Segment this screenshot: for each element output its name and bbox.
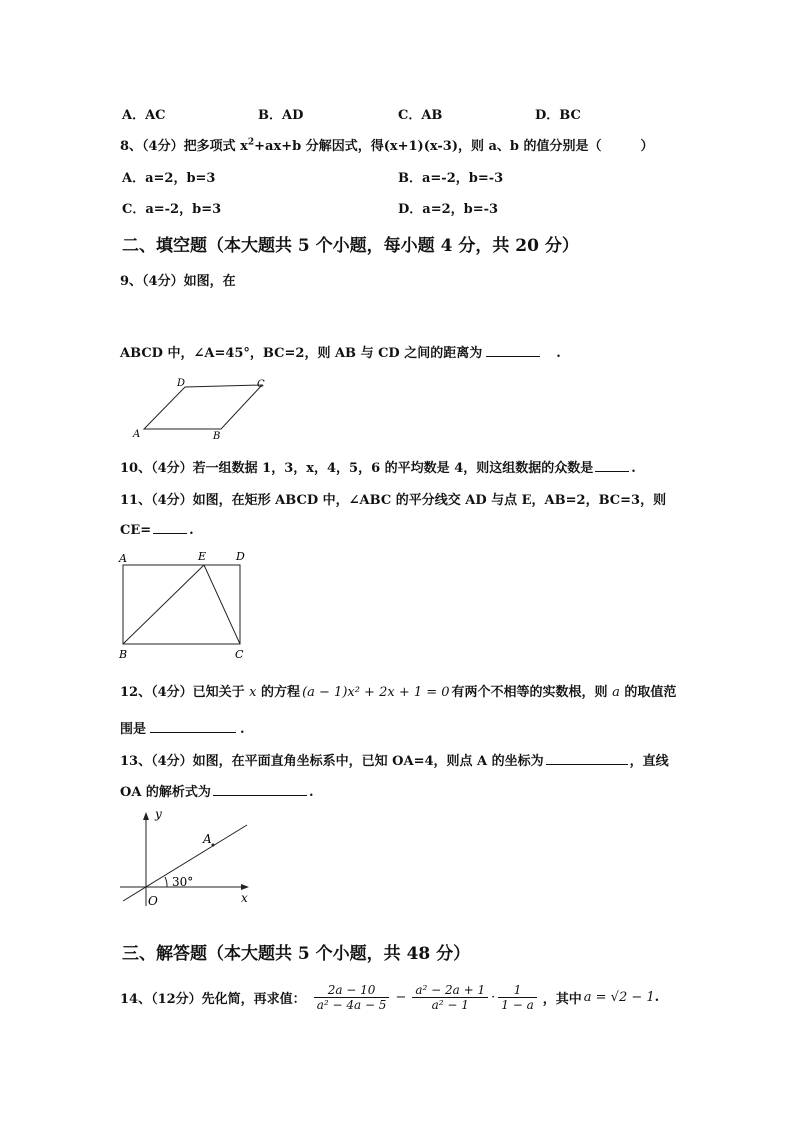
- q8-option-a: A．a=2，b=3: [122, 171, 216, 186]
- parallelogram-figure: [125, 373, 285, 443]
- label-c: C: [257, 379, 265, 390]
- q10-answer-blank[interactable]: [595, 459, 629, 472]
- q11-line1: 11、（4分）如图，在矩形 ABCD 中，∠ABC 的平分线交 AD 与点 E，AB=2，BC=3，则: [120, 493, 667, 508]
- q14-expression: 14、（12分）先化简，再求值： $\frac{2a - 10}{\text{a² − 4a − 5}}$ − $\frac{\text{a² − 2a + 1}}{\text{a² − 1}}$ · $\frac{1}{1 - a}$ ，其中 a = √2 − 1 .: [120, 983, 660, 1012]
- label-a: A: [203, 832, 212, 846]
- q8-option-b: B．a=-2，b=-3: [398, 171, 504, 186]
- q8-stem: 8、（4分）把多项式 $x^2+ax+b$ 分解因式，得(x+1)(x-3)，则 a、b 的值分别是（ ）: [120, 137, 654, 154]
- q14-value: a = √2 − 1: [583, 990, 655, 1005]
- q9-line2: ABCD 中，∠A=45°，BC=2，则 AB 与 CD 之间的距离为 .: [120, 346, 561, 361]
- section3-title: 三、解答题（本大题共 5 个小题，共 48 分）: [122, 944, 471, 964]
- q12-answer-blank[interactable]: [150, 720, 236, 733]
- angle-label: 30°: [172, 875, 194, 889]
- q14-fraction-3: $\frac{1}{1 - a}$: [498, 983, 536, 1012]
- q8-option-d: D．a=2，b=-3: [398, 202, 499, 217]
- q7-option-d: D．BC: [535, 108, 581, 123]
- label-c: C: [235, 648, 244, 661]
- q13-coordinate-blank[interactable]: [546, 752, 628, 765]
- label-d: D: [236, 550, 245, 563]
- label-a: A: [119, 552, 127, 565]
- q7-option-a: A．AC: [122, 108, 166, 123]
- q9-line1: 9、（4分）如图，在: [120, 274, 236, 289]
- label-d: D: [177, 378, 186, 389]
- q9-answer-blank[interactable]: [486, 344, 540, 357]
- label-b: B: [119, 648, 128, 661]
- label-o: O: [148, 894, 158, 908]
- q13-line1: 13、（4分）如图，在平面直角坐标系中，已知 OA=4，则点 A 的坐标为 ，直线: [120, 754, 669, 769]
- q11-answer-blank[interactable]: [153, 521, 187, 534]
- q7-option-b: B．AD: [258, 108, 304, 123]
- q11-line2: CE= .: [120, 523, 194, 538]
- q14-fraction-1: $\frac{2a - 10}{\text{a² − 4a − 5}}$: [314, 983, 390, 1012]
- q8-option-c: C．a=-2，b=3: [122, 202, 222, 217]
- label-a: A: [133, 429, 141, 440]
- q13-line2: OA 的解析式为 .: [120, 785, 314, 800]
- q13-expression-blank[interactable]: [213, 783, 307, 796]
- label-y: y: [155, 807, 162, 821]
- rectangle-figure: [115, 545, 255, 665]
- label-e: E: [198, 550, 207, 563]
- q7-option-c: C．AB: [398, 108, 443, 123]
- q12-line1: 12、（4分）已知关于 x 的方程 (a − 1)x² + 2x + 1 = 0 有两个不相等的实数根，则 a 的取值范: [120, 685, 677, 700]
- q10-text: 10、（4分）若一组数据 1，3，x，4，5，6 的平均数是 4，则这组数据的众数是 .: [120, 461, 636, 476]
- q12-equation: (a − 1)x² + 2x + 1 = 0: [302, 685, 450, 700]
- label-x: x: [241, 891, 248, 905]
- q12-line2: 围是 .: [120, 722, 245, 737]
- q14-fraction-2: $\frac{\text{a² − 2a + 1}}{\text{a² − 1}}$: [412, 983, 488, 1012]
- section2-title: 二、填空题（本大题共 5 个小题，每小题 4 分，共 20 分）: [122, 236, 579, 256]
- label-b: B: [213, 431, 221, 442]
- coordinate-figure: [115, 805, 265, 910]
